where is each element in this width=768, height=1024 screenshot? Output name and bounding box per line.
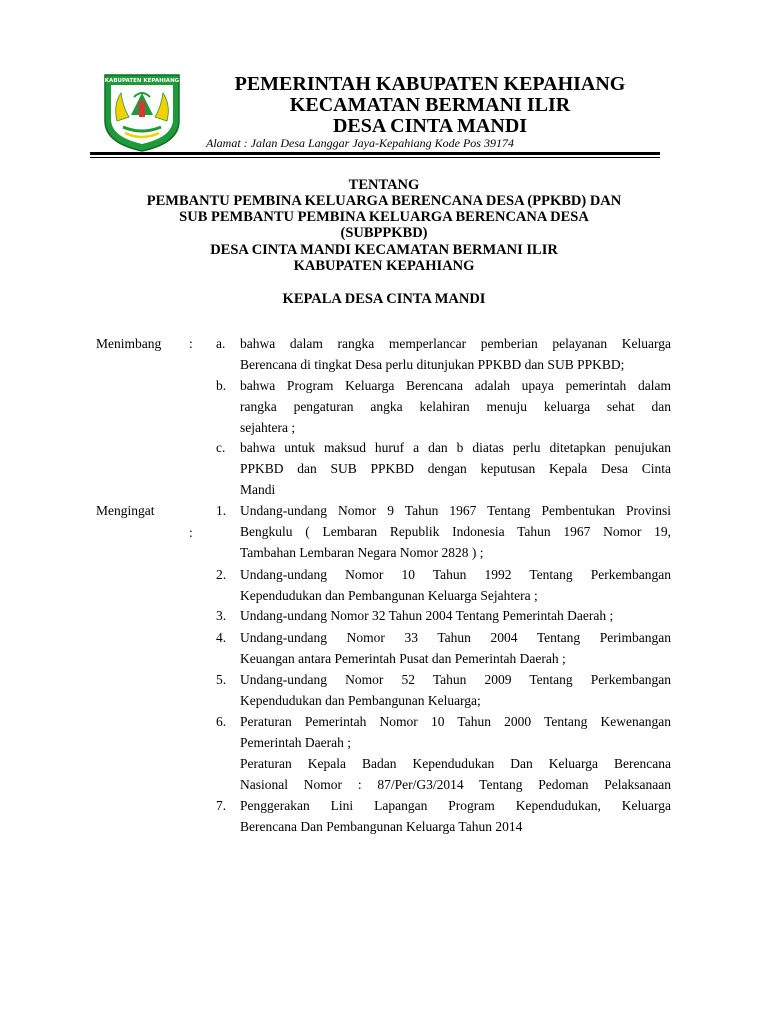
item-line: Mandi [240, 482, 276, 497]
item-line: sejahtera ; [240, 420, 296, 435]
item-line: Bengkulu ( Lembaran Republik Indonesia Tahun 1967 Nomor 19, [240, 524, 671, 539]
item-line: Pemerintah Daerah ; [240, 735, 351, 750]
signer-heading: KEPALA DESA CINTA MANDI [282, 291, 486, 307]
title-line-4: (SUBPPKBD) [340, 225, 428, 241]
item-line: Undang-undang Nomor 32 Tahun 2004 Tentang Pemerintah Daerah ; [240, 608, 614, 623]
letterhead-rule-thin [90, 157, 660, 158]
item-line: bahwa Program Keluarga Berencana adalah upaya pemerintah dalam [240, 378, 671, 393]
menimbang-colon: : [189, 336, 193, 351]
item-marker: b. [216, 378, 227, 393]
menimbang-label: Menimbang [96, 336, 162, 351]
item-marker: c. [216, 440, 226, 455]
logo-caption: KABUPATEN KEPAHIANG [104, 78, 180, 84]
item-marker: 4. [216, 630, 227, 645]
letterhead-line-3: DESA CINTA MANDI [332, 115, 528, 137]
title-line-2: PEMBANTU PEMBINA KELUARGA BERENCANA DESA (PPKBD) DAN [146, 193, 622, 209]
item-line: Tambahan Lembaran Negara Nomor 2828 ) ; [240, 545, 484, 560]
item-line: Kependudukan dan Pembangunan Keluarga; [240, 693, 481, 708]
item-marker: 1. [216, 503, 227, 518]
item-line: Berencana di tingkat Desa perlu ditunjukan PPKBD dan SUB PPKBD; [240, 357, 625, 372]
title-line-6: KABUPATEN KEPAHIANG [293, 258, 475, 274]
item-line: Peraturan Kepala Badan Kependudukan Dan Keluarga Berencana [240, 756, 671, 771]
letterhead-line-1: PEMERINTAH KABUPATEN KEPAHIANG [234, 73, 626, 95]
letterhead-address: Alamat : Jalan Desa Langgar Jaya-Kepahiang Kode Pos 39174 [206, 136, 514, 150]
item-line: rangka pengaturan angka kelahiran menuju keluarga sehat dan [240, 399, 671, 414]
mengingat-label: Mengingat [96, 503, 155, 518]
item-line: bahwa untuk maksud huruf a dan b diatas perlu ditetapkan penujukan [240, 440, 671, 455]
item-line: Kependudukan dan Pembangunan Keluarga Sejahtera ; [240, 588, 538, 603]
title-tentang: TENTANG [348, 177, 420, 193]
item-line: Nasional Nomor : 87/Per/G3/2014 Tentang Pedoman Pelaksanaan [240, 777, 671, 792]
item-line: Undang-undang Nomor 33 Tahun 2004 Tentang Perimbangan [240, 630, 671, 645]
item-marker: 3. [216, 608, 227, 623]
item-marker: 7. [216, 798, 227, 813]
title-line-5: DESA CINTA MANDI KECAMATAN BERMANI ILIR [210, 242, 558, 258]
item-line: Undang-undang Nomor 10 Tahun 1992 Tentang Perkembangan [240, 567, 671, 582]
letterhead-rule-thick [90, 152, 660, 155]
kabupaten-kepahiang-logo [101, 71, 183, 153]
mengingat-colon: : [189, 525, 193, 540]
item-marker: 5. [216, 672, 227, 687]
item-line: Penggerakan Lini Lapangan Program Kependudukan, Keluarga [240, 798, 671, 813]
item-line: Keuangan antara Pemerintah Pusat dan Pemerintah Daerah ; [240, 651, 566, 666]
item-line: Peraturan Pemerintah Nomor 10 Tahun 2000 Tentang Kewenangan [240, 714, 671, 729]
item-marker: 2. [216, 567, 227, 582]
item-marker: a. [216, 336, 226, 351]
item-line: PPKBD dan SUB PPKBD dengan keputusan Kepala Desa Cinta [240, 461, 671, 476]
item-line: Undang-undang Nomor 52 Tahun 2009 Tentang Perkembangan [240, 672, 671, 687]
title-line-3: SUB PEMBANTU PEMBINA KELUARGA BERENCANA DESA [179, 209, 589, 225]
item-line: Berencana Dan Pembangunan Keluarga Tahun 2014 [240, 819, 523, 834]
letterhead-line-2: KECAMATAN BERMANI ILIR [289, 94, 571, 116]
item-marker: 6. [216, 714, 227, 729]
item-line: bahwa dalam rangka memperlancar pemberian pelayanan Keluarga [240, 336, 671, 351]
item-line: Undang-undang Nomor 9 Tahun 1967 Tentang Pembentukan Provinsi [240, 503, 671, 518]
